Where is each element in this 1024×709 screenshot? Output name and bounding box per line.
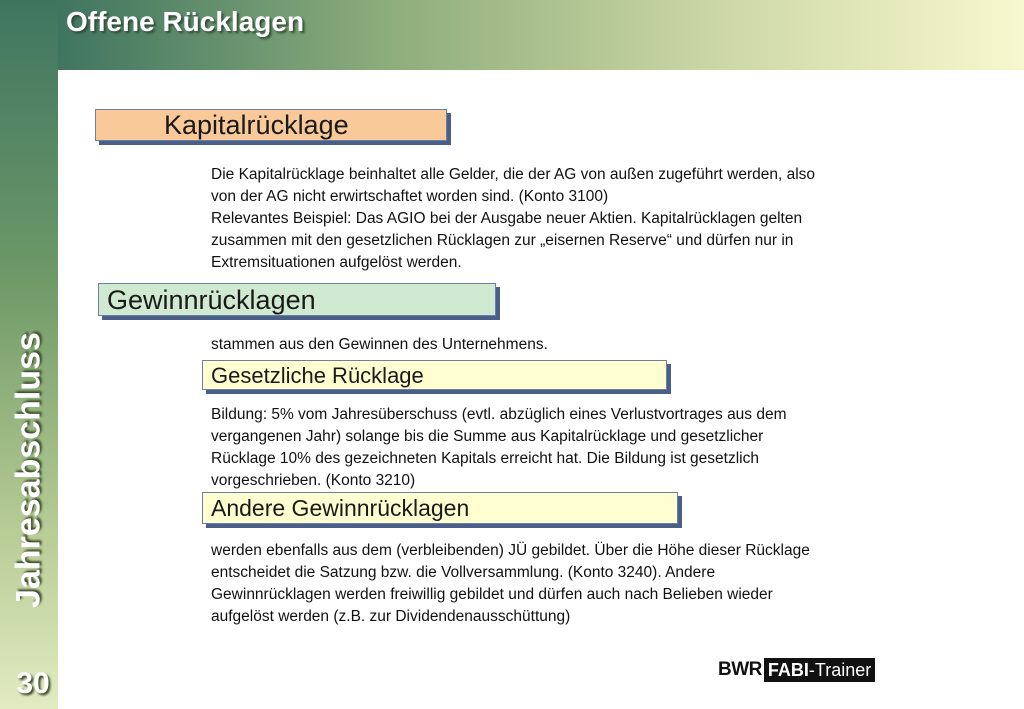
logo-trainer-text: -Trainer — [808, 660, 872, 680]
text-line: stammen aus den Gewinnen des Unternehmens. — [211, 336, 548, 353]
text-line: Rücklage 10% des gezeichneten Kapitals erreicht hat. Die Bildung ist gesetzlich — [211, 450, 759, 467]
kapitalruecklage-text — [211, 164, 815, 274]
gewinnruecklagen-heading: Gewinnrücklagen — [98, 283, 496, 316]
text-line: zusammen mit den gesetzlichen Rücklagen zur „eisernen Reserve“ und dürfen nur in — [211, 232, 794, 249]
kapitalruecklage-heading: Kapitalrücklage — [95, 109, 447, 141]
gesetzliche-ruecklage-text — [211, 404, 787, 492]
text-line: vergangenen Jahr) solange bis die Summe aus Kapitalrücklage und gesetzlicher — [211, 428, 764, 445]
text-line: werden ebenfalls aus dem (verbleibenden) JÜ gebildet. Über die Höhe dieser Rücklage — [211, 542, 810, 559]
sidebar — [0, 0, 58, 709]
logo-fabi-trainer — [764, 658, 875, 682]
text-line: Gewinnrücklagen werden freiwillig gebildet und dürfen auch nach Belieben wieder — [211, 586, 773, 603]
page-number: 30 — [16, 667, 50, 700]
andere-gewinnruecklagen-text — [211, 540, 810, 628]
text-line: von der AG nicht erwirtschaftet worden sind. (Konto 3100) — [211, 188, 609, 205]
bwr-fabi-trainer-logo — [718, 658, 875, 682]
gesetzliche-ruecklage-heading: Gesetzliche Rücklage — [202, 360, 667, 390]
text-line: Relevantes Beispiel: Das AGIO bei der Ausgabe neuer Aktien. Kapitalrücklagen gelten — [211, 210, 803, 227]
text-line: Die Kapitalrücklage beinhaltet alle Gelder, die der AG von außen zugeführt werden, also — [211, 166, 816, 183]
text-line: entscheidet die Satzung bzw. die Vollversammlung. (Konto 3240). Andere — [211, 564, 716, 581]
page-title: Offene Rücklagen — [66, 6, 305, 37]
andere-gewinnruecklagen-heading: Andere Gewinnrücklagen — [202, 492, 678, 524]
sidebar-title: Jahresabschluss — [9, 332, 48, 608]
logo-fabi-text: FABI — [767, 660, 809, 680]
logo-bwr: BWR — [718, 659, 762, 680]
text-line: Bildung: 5% vom Jahresüberschuss (evtl. abzüglich eines Verlustvortrages aus dem — [211, 406, 787, 423]
text-line: vorgeschrieben. (Konto 3210) — [211, 472, 416, 489]
gewinnruecklagen-text — [211, 334, 548, 356]
header-banner — [58, 0, 1024, 70]
text-line: aufgelöst werden (z.B. zur Dividendenausschüttung) — [211, 608, 571, 625]
text-line: Extremsituationen aufgelöst werden. — [211, 254, 462, 271]
